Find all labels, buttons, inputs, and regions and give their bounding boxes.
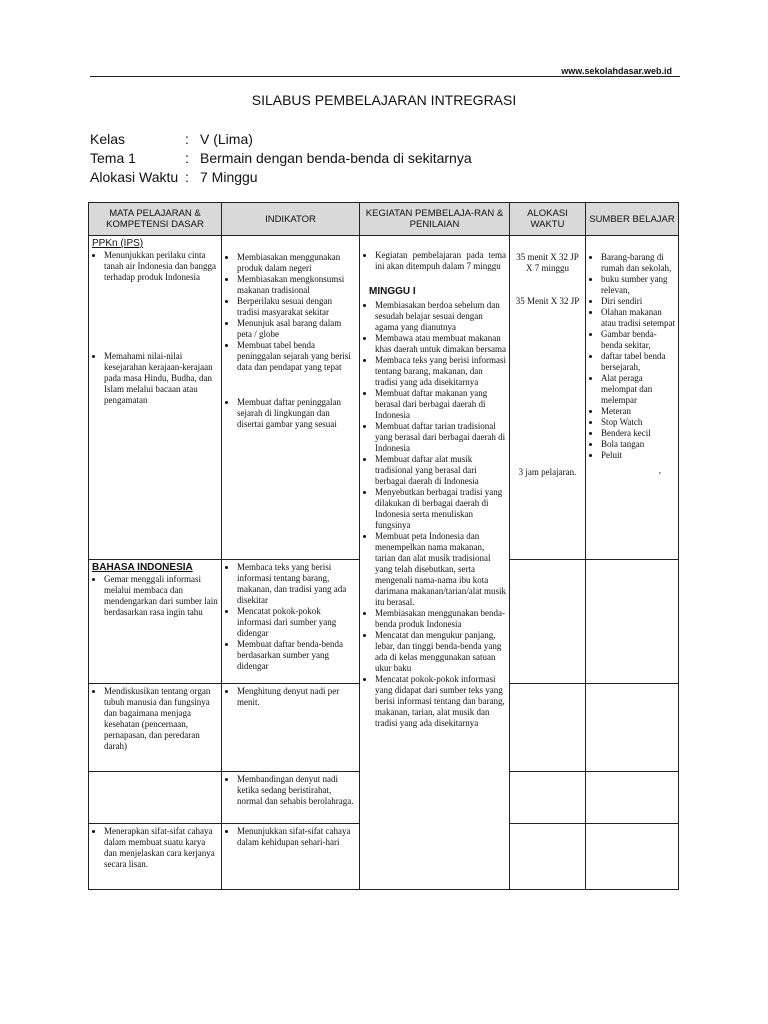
page-title: SILABUS PEMBELAJARAN INTREGRASI [251, 92, 517, 108]
kd-list [92, 574, 218, 618]
meta-value: 7 Minggu [200, 169, 258, 185]
subject-ppkn: PPKn (IPS) [92, 238, 144, 249]
header-rule [90, 76, 680, 77]
list-item: • Membuat daftar benda-benda berdasarkan sumber yang didengar [237, 639, 356, 672]
meta-key: Kelas [90, 131, 126, 147]
list-item: • Mencatat pokok-pokok informasi dari sumber yang didengar [237, 606, 356, 639]
header-sumber: SUMBER BELAJAR [586, 203, 679, 236]
cell-empty [586, 772, 679, 824]
list-item: • Membaca teks yang berisi informasi tentang barang, makanan, dan tradisi yang ada disekitar [237, 562, 356, 606]
cell-ppkn-kd [89, 236, 222, 560]
meta-row-kelas [90, 130, 472, 149]
meta-row-alokasi [90, 168, 472, 187]
list-item: • Menyebutkan berbagai tradisi yang dilakukan di berbagai daerah di Indonesia serta menuliskan fungsinya [375, 487, 506, 531]
list-item: • Membuat peta Indonesia dan menempelkan nama makanan, tarian dan alat musik tradisional yang telah disebutkan, serta mengenali nama-nama ibu kota darimana makanan/tarian/alat musik itu berasal. [375, 531, 506, 608]
cell-bi-indikator [222, 560, 360, 684]
list-item: • Membuat daftar makanan yang berasal dari berbagai daerah di Indonesia [375, 388, 506, 421]
cell-ipa1-indikator [222, 684, 360, 772]
list-item: • Membuat daftar peninggalan sejarah di lingkungan dan disertai gambar yang sesuai [237, 397, 356, 430]
list-item: • Membandingan denyut nadi ketika sedang beristirahat, normal dan sehabis berolahraga. [237, 774, 356, 807]
syllabus-table [88, 202, 679, 890]
kd-list [92, 826, 218, 870]
cell-empty [510, 772, 586, 824]
list-item: • Mencatat dan mengukur panjang, lebar, dan tinggi benda-benda yang ada di kelas menggunakan satuan ukur baku [375, 630, 506, 674]
meta-colon: : [185, 169, 189, 185]
kegiatan-list [363, 300, 506, 729]
list-item: • Gambar benda-benda sekitar, [601, 329, 675, 351]
cell-empty [586, 560, 679, 684]
list-item: • Membawa atau membuat makanan khas daerah untuk dimakan bersama [375, 333, 506, 355]
header-mapel: MATA PELAJARAN & KOMPETENSI DASAR [89, 203, 222, 236]
meta-value: Bermain dengan benda-benda di sekitarnya [200, 150, 472, 166]
cell-empty [586, 824, 679, 890]
list-item: • Membaca teks yang berisi informasi tentang barang, makanan, dan tradisi yang ada disekitarnya [375, 355, 506, 388]
list-item: • Meteran [601, 406, 675, 417]
list-item: • Menerapkan sifat-sifat cahaya dalam membuat suatu karya dan menjelaskan cara kerjanya secara lisan. [104, 826, 218, 870]
subject-bi: BAHASA INDONESIA [92, 562, 193, 573]
list-item: • Memahami nilai-nilai kesejarahan kerajaan-kerajaan pada masa Hindu, Budha, dan Islam melalui bacaan atau pengamatan [104, 351, 218, 406]
site-url: www.sekolahdasar.web.id [561, 66, 672, 76]
sumber-mark: , [658, 465, 661, 475]
list-item: • Alat peraga melompat dan melempar [601, 373, 675, 406]
list-item: • Membiasakan berdoa sebelum dan sesudah belajar sesuai dengan agama yang dianutnya [375, 300, 506, 333]
table-row-ppkn [89, 236, 679, 560]
list-item: • Membuat tabel benda peninggalan sejarah yang berisi data dan pendapat yang tepat [237, 340, 356, 373]
list-item: • Diri sendiri [601, 296, 675, 307]
meta-block [90, 130, 472, 187]
list-item: • Berperilaku sesuai dengan tradisi masyarakat sekitar [237, 296, 356, 318]
kegiatan-intro [363, 250, 506, 272]
list-item: • Membiasakan menggunakan benda-benda produk Indonesia [375, 608, 506, 630]
kd-list [92, 250, 218, 283]
cell-ppkn-indikator [222, 236, 360, 560]
meta-colon: : [185, 150, 189, 166]
cell-kegiatan [360, 236, 510, 890]
list-item: • Olahan makanan atau tradisi setempat [601, 307, 675, 329]
cell-ipa2-indikator [222, 772, 360, 824]
meta-value: V (Lima) [200, 131, 253, 147]
sumber-list [589, 252, 675, 461]
header-indikator: INDIKATOR [222, 203, 360, 236]
indikator-list [225, 826, 356, 848]
cell-empty [586, 684, 679, 772]
list-item: • Membuat daftar alat musik tradisional yang berasal dari berbagai daerah di Indonesia [375, 454, 506, 487]
list-item: • Membiasakan mengkonsumsi makanan tradisional [237, 274, 356, 296]
list-item: • Bendera kecil [601, 428, 675, 439]
indikator-list [225, 686, 356, 708]
list-item: • Menunjukkan perilaku cinta tanah air Indonesia dan bangga terhadap produk Indonesia [104, 250, 218, 283]
minggu-label: MINGGU I [369, 286, 416, 297]
list-item: • Barang-barang di rumah dan sekolah, [601, 252, 675, 274]
kd-list [92, 351, 218, 406]
list-item: • Mendiskusikan tentang organ tubuh manusia dan fungsinya dan bagaimana menjaga kesehatan (pencernaan, pernapasan, dan peredaran darah) [104, 686, 218, 752]
list-item: • Stop Watch [601, 417, 675, 428]
cell-empty [510, 560, 586, 684]
meta-key: Alokasi Waktu [90, 169, 179, 185]
list-item: • daftar tabel benda bersejarah, [601, 351, 675, 373]
list-item: • Bola tangan [601, 439, 675, 450]
cell-empty [89, 772, 222, 824]
cell-alokasi [510, 236, 586, 560]
indikator-list [225, 562, 356, 672]
cell-sumber [586, 236, 679, 560]
cell-empty [510, 824, 586, 890]
indikator-list [225, 252, 356, 373]
list-item: • Gemar menggali informasi melalui membaca dan mendengarkan dari sumber lain berdasarkan rasa ingin tahu [104, 574, 218, 618]
cell-ipa1-kd [89, 684, 222, 772]
cell-ipa3-kd [89, 824, 222, 890]
list-item: • Menghitung denyut nadi per menit. [237, 686, 356, 708]
kd-list [92, 686, 218, 752]
cell-ipa3-indikator [222, 824, 360, 890]
alokasi-3: 3 jam pelajaran. [518, 467, 577, 477]
header-kegiatan: KEGIATAN PEMBELAJA-RAN & PENILAIAN [360, 203, 510, 236]
indikator-list [225, 397, 356, 430]
list-item: • Menunjuk asal barang dalam peta / globe [237, 318, 356, 340]
table-header-row [89, 203, 679, 236]
list-item: • Membuat daftar tarian tradisional yang berasal dari berbagai daerah di Indonesia [375, 421, 506, 454]
list-item: • Menunjukkan sifat-sifat cahaya dalam kehidupan sehari-hari [237, 826, 356, 848]
meta-colon: : [185, 131, 189, 147]
list-item: • Mencatat pokok-pokok informasi yang didapat dari sumber teks yang berisi informasi tentang dan barang, makanan, tarian, alat musik dan tradisi yang ada disekitarnya [375, 674, 506, 729]
list-item: • Kegiatan pembelajaran pada tema ini akan ditempuh dalam 7 minggu [375, 250, 506, 272]
alokasi-1: 35 menit X 32 JP X 7 minggu [516, 252, 579, 273]
list-item: • buku sumber yang relevan, [601, 274, 675, 296]
cell-empty [510, 684, 586, 772]
cell-bi-kd [89, 560, 222, 684]
indikator-list [225, 774, 356, 807]
list-item: • Membiasakan menggunakan produk dalam negeri [237, 252, 356, 274]
header-alokasi: ALOKASI WAKTU [510, 203, 586, 236]
meta-row-tema [90, 149, 472, 168]
list-item: • Peluit [601, 450, 675, 461]
alokasi-2: 35 Menit X 32 JP [515, 296, 580, 306]
meta-key: Tema 1 [90, 150, 136, 166]
